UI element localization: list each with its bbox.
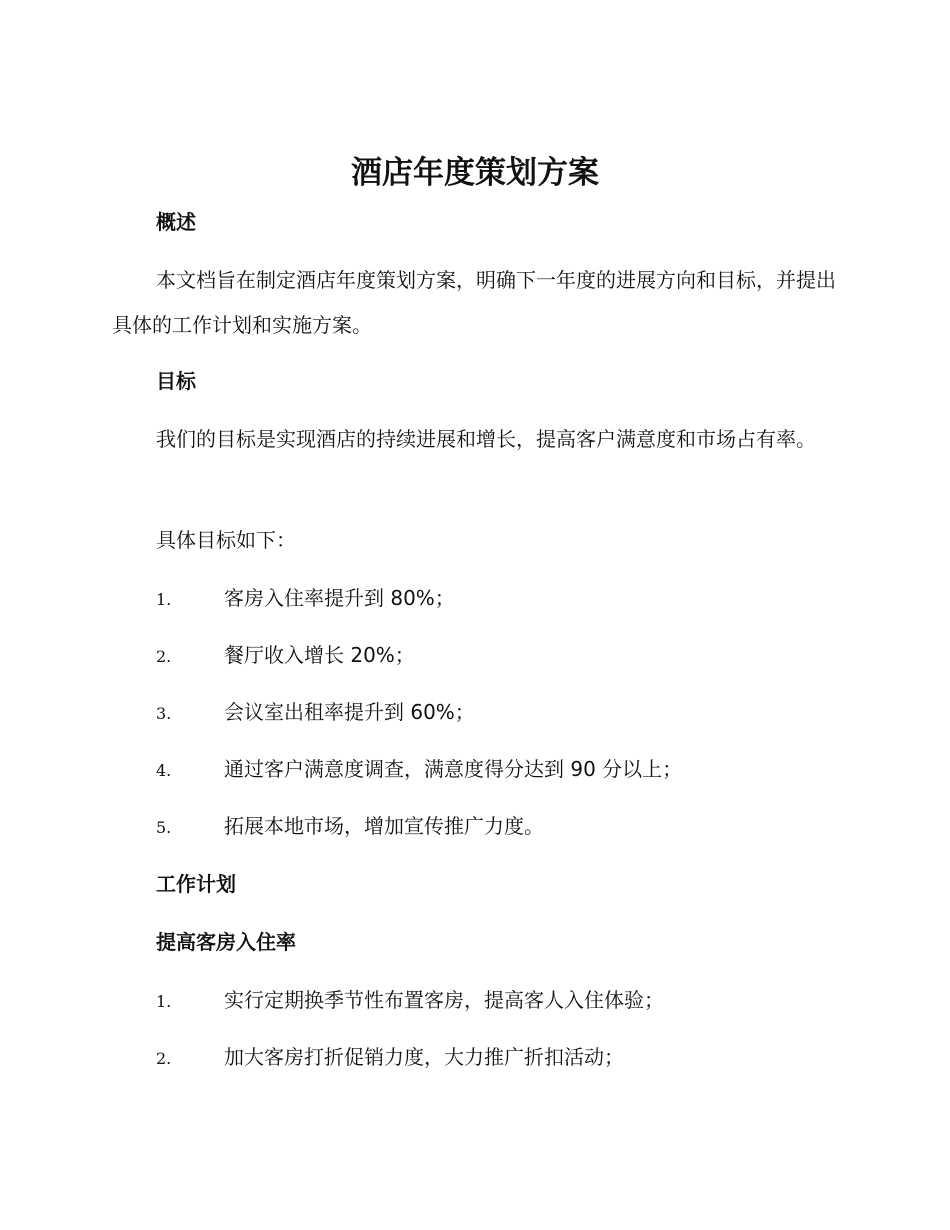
list-text: 客房入住率提升到 80%； [224, 586, 455, 610]
list-item [156, 812, 856, 840]
list-item [156, 986, 856, 1014]
list-number: 2. [156, 647, 172, 666]
list-number: 2. [156, 1049, 172, 1068]
list-number: 5. [156, 818, 172, 837]
goals-paragraph: 我们的目标是实现酒店的持续进展和增长，提高客户满意度和市场占有率。 [156, 427, 816, 451]
list-item [156, 1043, 856, 1071]
overview-heading: 概述 [156, 210, 196, 234]
list-text: 餐厅收入增长 20%； [224, 643, 415, 667]
list-item [156, 584, 856, 612]
list-item [156, 698, 856, 726]
goals-intro: 具体目标如下： [156, 528, 296, 552]
list-text: 通过客户满意度调查，满意度得分达到 90 分以上； [224, 757, 683, 781]
list-number: 3. [156, 704, 172, 723]
work-plan-subheading: 提高客房入住率 [156, 930, 296, 954]
list-item [156, 641, 856, 669]
overview-paragraph: 本文档旨在制定酒店年度策划方案，明确下一年度的进展方向和目标，并提出具体的工作计划和实施方案。 [112, 268, 836, 337]
list-item [156, 755, 856, 783]
list-number: 1. [156, 590, 172, 609]
list-text: 拓展本地市场，增加宣传推广力度。 [224, 814, 544, 838]
list-number: 4. [156, 761, 172, 780]
work-plan-heading: 工作计划 [156, 872, 236, 896]
list-text: 加大客房打折促销力度，大力推广折扣活动； [224, 1045, 624, 1069]
document-title: 酒店年度策划方案 [351, 155, 599, 191]
goals-heading: 目标 [156, 369, 196, 393]
list-text: 实行定期换季节性布置客房，提高客人入住体验； [224, 988, 664, 1012]
list-number: 1. [156, 992, 172, 1011]
list-text: 会议室出租率提升到 60%； [224, 700, 475, 724]
